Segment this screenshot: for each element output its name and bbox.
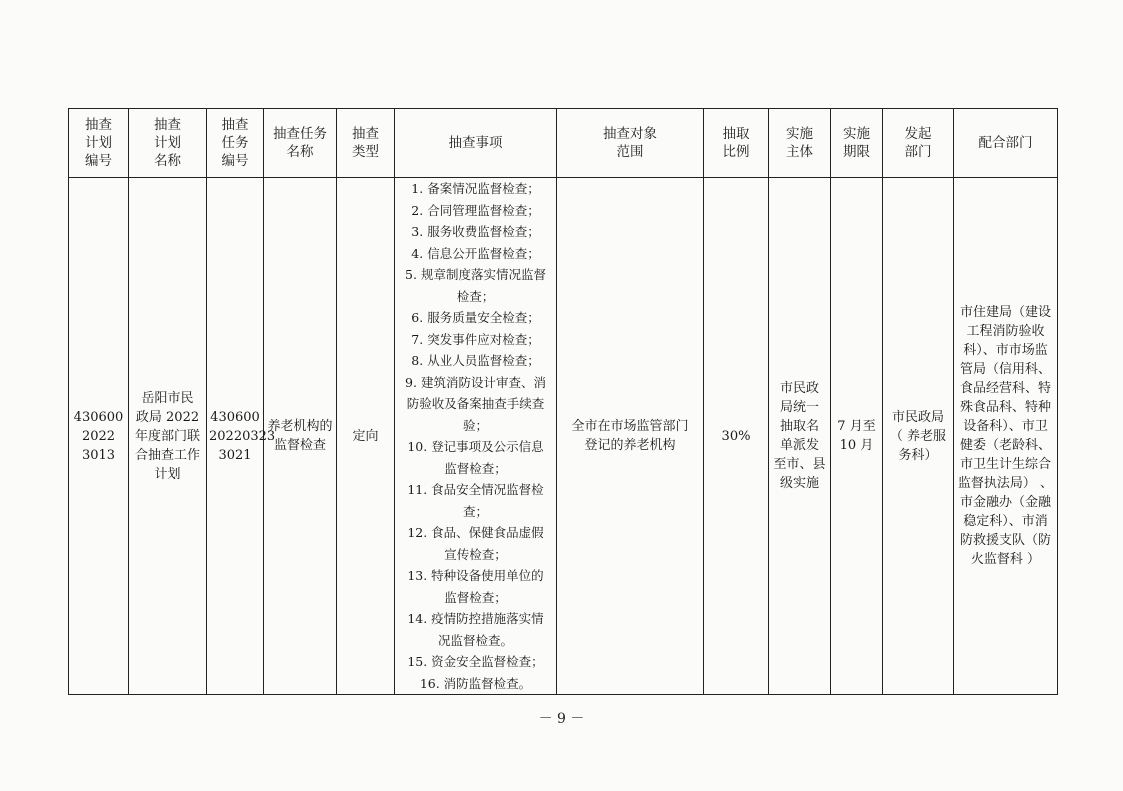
check-item: 4. 信息公开监督检查； [411,245,540,261]
header-task-name: 抽查任务 名称 [264,109,337,178]
check-item: 15. 资金安全监督检查； [407,654,544,669]
check-item: 7. 突发事件应对检查； [411,331,540,347]
header-task-number: 抽查 任务 编号 [207,109,264,178]
header-check-type: 抽查 类型 [337,109,395,178]
header-check-items: 抽查事项 [395,109,557,178]
header-cooperating: 配合部门 [954,109,1058,178]
cell-plan-number: 430600 2022 3013 [69,178,129,695]
cell-initiator: 市民政局 （ 养老服 务科） [883,178,954,695]
header-ratio: 抽取 比例 [704,109,769,178]
cell-ratio: 30% [704,178,769,695]
header-target-scope: 抽查对象 范围 [557,109,704,178]
cell-executor: 市民政 局统一 抽取名 单派发 至市、县 级实施 [769,178,831,695]
cell-plan-name: 岳阳市民 政局 2022 年度部门联 合抽查工作 计划 [129,178,207,695]
check-item: 9. 建筑消防设计审查、消 防验收及备案抽查手续查 验； [405,374,546,433]
spot-check-plan-table [68,108,1058,695]
check-item: 12. 食品、保健食品虚假 宣传检查； [407,525,544,562]
check-item: 6. 服务质量安全检查； [411,310,540,325]
check-item: 11. 食品安全情况监督检 查； [407,482,544,519]
check-item: 1. 备案情况监督检查； [411,181,540,196]
header-initiator: 发起 部门 [883,109,954,178]
check-item: 3. 服务收费监督检查； [411,224,540,239]
cell-period: 7 月至 10 月 [831,178,883,695]
header-executor: 实施 主体 [769,109,831,178]
header-period: 实施 期限 [831,109,883,178]
check-item: 13. 特种设备使用单位的 监督检查； [407,568,544,605]
table-header-row [69,109,1058,178]
check-item: 2. 合同管理监督检查； [411,202,540,218]
cell-cooperating: 市住建局（建设 工程消防验收 科）、市市场监 管局（信用科、 食品经营科、特 殊食品科、特种 设备科）、市卫 健委（老龄科、 市卫生计生综合 监督执法局） 、 市金融办（金融 稳定科）、市消 防救援支队（防 火监督科 ） [954,178,1058,695]
check-item: 10. 登记事项及公示信息 监督检查； [407,439,544,476]
table-row [69,178,1058,695]
header-plan-number: 抽查 计划 编号 [69,109,129,178]
cell-check-items [395,178,557,695]
check-item: 14. 疫情防控措施落实情 况监督检查。 [407,611,544,648]
header-plan-name: 抽查 计划 名称 [129,109,207,178]
check-item: 8. 从业人员监督检查； [411,353,540,368]
cell-check-type: 定向 [337,178,395,695]
cell-target-scope: 全市在市场监管部门 登记的养老机构 [557,178,704,695]
check-item: 16. 消防监督检查。 [419,675,532,691]
cell-task-number: 430600 20220323 3021 [207,178,264,695]
check-item: 5. 规章制度落实情况监督 检查； [405,267,546,304]
cell-task-name: 养老机构的 监督检查 [264,178,337,695]
page-number: － 9 － [538,711,585,727]
